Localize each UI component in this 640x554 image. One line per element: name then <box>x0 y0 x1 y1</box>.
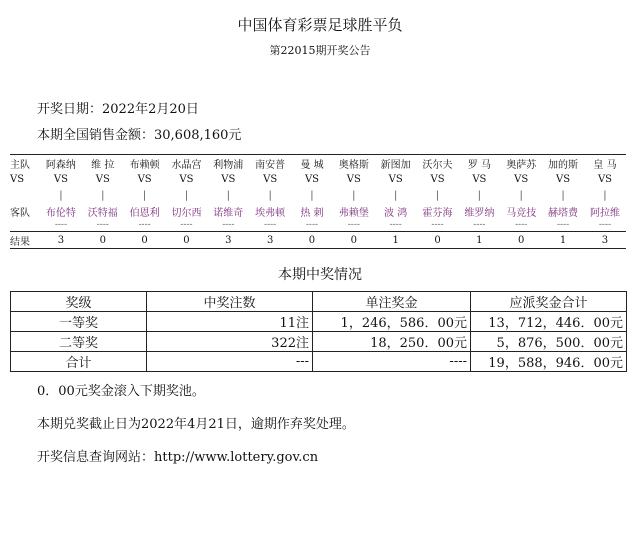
vs-divider: | <box>561 189 565 201</box>
dash-divider: ---- <box>473 220 486 230</box>
home-team: 水晶宫 <box>166 155 208 172</box>
match-row-result <box>10 232 626 249</box>
vs-mark: VS <box>53 173 68 185</box>
away-team: 切尔西 <box>171 207 202 219</box>
match-result: 3 <box>40 232 82 249</box>
vs-divider: | <box>393 189 398 201</box>
match-row-bar <box>10 187 626 203</box>
col-header-amount: 单注奖金 <box>313 292 471 312</box>
match-result: 3 <box>249 232 291 249</box>
dash-divider: ---- <box>305 220 319 230</box>
match-result: 0 <box>333 232 375 249</box>
rollover-note: 0．00元奖金滚入下期奖池。 <box>37 384 205 399</box>
row-label: 客队 <box>10 207 30 219</box>
vs-mark: VS <box>95 173 110 185</box>
prize-amount: 18，250．00元 <box>313 332 471 352</box>
vs-mark: VS <box>304 173 320 185</box>
away-team: 赫塔费 <box>548 207 579 219</box>
prize-level: 一等奖 <box>11 312 147 332</box>
vs-divider: | <box>142 189 147 201</box>
prize-count: 322注 <box>147 332 313 352</box>
match-result: 3 <box>207 232 249 249</box>
prize-row-second <box>11 332 627 352</box>
match-result: 0 <box>82 232 124 249</box>
vs-mark: VS <box>137 173 152 185</box>
vs-divider: | <box>519 189 523 201</box>
away-team: 维罗纳 <box>464 207 495 219</box>
away-team: 马竞技 <box>506 207 537 219</box>
col-header-level: 奖级 <box>11 292 147 312</box>
away-team: 诺维奇 <box>213 207 244 219</box>
dash-divider: ---- <box>222 220 235 230</box>
vs-mark: VS <box>556 173 571 185</box>
home-team: 利物浦 <box>207 155 249 172</box>
home-team: 新图加 <box>375 155 417 172</box>
vs-divider: | <box>226 189 230 201</box>
home-team: 加的斯 <box>542 155 584 172</box>
away-team: 霍芬海 <box>422 207 453 219</box>
prize-count: --- <box>147 352 313 372</box>
vs-divider: | <box>59 189 63 201</box>
dash-divider: ---- <box>54 220 67 230</box>
vs-divider: | <box>184 189 189 201</box>
vs-mark: VS <box>179 173 194 185</box>
vs-divider: | <box>477 189 482 201</box>
match-result: 3 <box>584 232 626 249</box>
prize-row-total <box>11 352 627 372</box>
vs-mark: VS <box>430 173 445 185</box>
row-label: 主队 <box>10 155 40 172</box>
prize-total: 13，712，446．00元 <box>471 312 627 332</box>
home-team: 南安普 <box>249 155 291 172</box>
page-title: 中国体育彩票足球胜平负 <box>237 16 403 34</box>
prize-section-title: 本期中奖情况 <box>278 267 362 283</box>
vs-mark: VS <box>346 173 361 185</box>
dash-divider: ---- <box>515 220 528 230</box>
match-result: 0 <box>417 232 459 249</box>
prize-total: 19，588，946．00元 <box>471 352 627 372</box>
vs-mark: VS <box>388 173 403 185</box>
match-result: 0 <box>291 232 333 249</box>
home-team: 曼 城 <box>291 155 333 172</box>
dash-divider: ---- <box>347 220 360 230</box>
home-team: 布赖顿 <box>124 155 166 172</box>
vs-divider: | <box>310 189 314 201</box>
dash-divider: ---- <box>180 220 193 230</box>
vs-mark: VS <box>597 173 613 185</box>
away-team: 波 鸿 <box>384 207 408 219</box>
away-team: 热 刺 <box>300 207 324 219</box>
prize-table <box>10 291 627 372</box>
prize-row-first <box>11 312 627 332</box>
vs-divider: | <box>268 189 272 201</box>
home-team: 维 拉 <box>82 155 124 172</box>
dash-divider: ---- <box>556 220 570 230</box>
prize-amount: 1，246，586．00元 <box>313 312 471 332</box>
vs-mark: VS <box>221 173 236 185</box>
match-row-vs <box>10 171 626 187</box>
home-team: 奥格斯 <box>333 155 375 172</box>
match-row-away <box>10 203 626 219</box>
away-team: 布伦特 <box>45 207 76 219</box>
row-label <box>10 187 40 203</box>
vs-mark: VS <box>514 173 529 185</box>
home-team: 皇 马 <box>584 155 626 172</box>
prize-count: 11注 <box>147 312 313 332</box>
home-team: 阿森纳 <box>40 155 82 172</box>
row-label <box>10 219 40 232</box>
col-header-total: 应派奖金合计 <box>471 292 627 312</box>
away-team: 伯恩利 <box>129 207 160 219</box>
match-results-table <box>10 154 626 249</box>
claim-deadline-note: 本期兑奖截止日为2022年4月21日，逾期作弃奖处理。 <box>37 417 355 432</box>
away-team: 埃弗顿 <box>255 207 286 219</box>
home-team: 罗 马 <box>458 155 500 172</box>
dash-divider: ---- <box>598 220 612 230</box>
vs-divider: | <box>603 189 607 201</box>
prize-level: 二等奖 <box>11 332 147 352</box>
dash-divider: ---- <box>389 220 402 230</box>
prize-level: 合计 <box>11 352 147 372</box>
row-label: 结果 <box>10 232 40 249</box>
dash-divider: ---- <box>264 220 277 230</box>
away-team: 阿拉维 <box>589 207 620 219</box>
prize-total: 5，876，500．00元 <box>471 332 627 352</box>
col-header-count: 中奖注数 <box>147 292 313 312</box>
home-team: 沃尔夫 <box>417 155 459 172</box>
prize-header-row <box>11 292 627 312</box>
away-team: 沃特福 <box>87 207 118 219</box>
vs-divider: | <box>101 189 105 201</box>
draw-number-subtitle: 第22015期开奖公告 <box>269 44 371 57</box>
match-result: 0 <box>500 232 542 249</box>
away-team: 弗赖堡 <box>338 207 369 219</box>
match-row-dashes <box>10 219 626 232</box>
dash-divider: ---- <box>431 220 444 230</box>
dash-divider: ---- <box>138 220 151 230</box>
dash-divider: ---- <box>96 220 109 230</box>
row-label: VS <box>10 173 25 185</box>
match-row-home <box>10 155 626 172</box>
prize-amount: ---- <box>313 352 471 372</box>
match-result: 1 <box>375 232 417 249</box>
vs-mark: VS <box>472 173 487 185</box>
sales-amount: 本期全国销售金额：30,608,160元 <box>37 128 242 143</box>
vs-divider: | <box>352 189 356 201</box>
vs-mark: VS <box>263 173 278 185</box>
home-team: 奥萨苏 <box>500 155 542 172</box>
match-result: 0 <box>124 232 166 249</box>
draw-date: 开奖日期：2022年2月20日 <box>37 102 199 117</box>
match-result: 1 <box>542 232 584 249</box>
match-result: 1 <box>458 232 500 249</box>
vs-divider: | <box>435 189 440 201</box>
website-note[interactable]: 开奖信息查询网站：http://www.lottery.gov.cn <box>37 450 319 465</box>
match-result: 0 <box>166 232 208 249</box>
